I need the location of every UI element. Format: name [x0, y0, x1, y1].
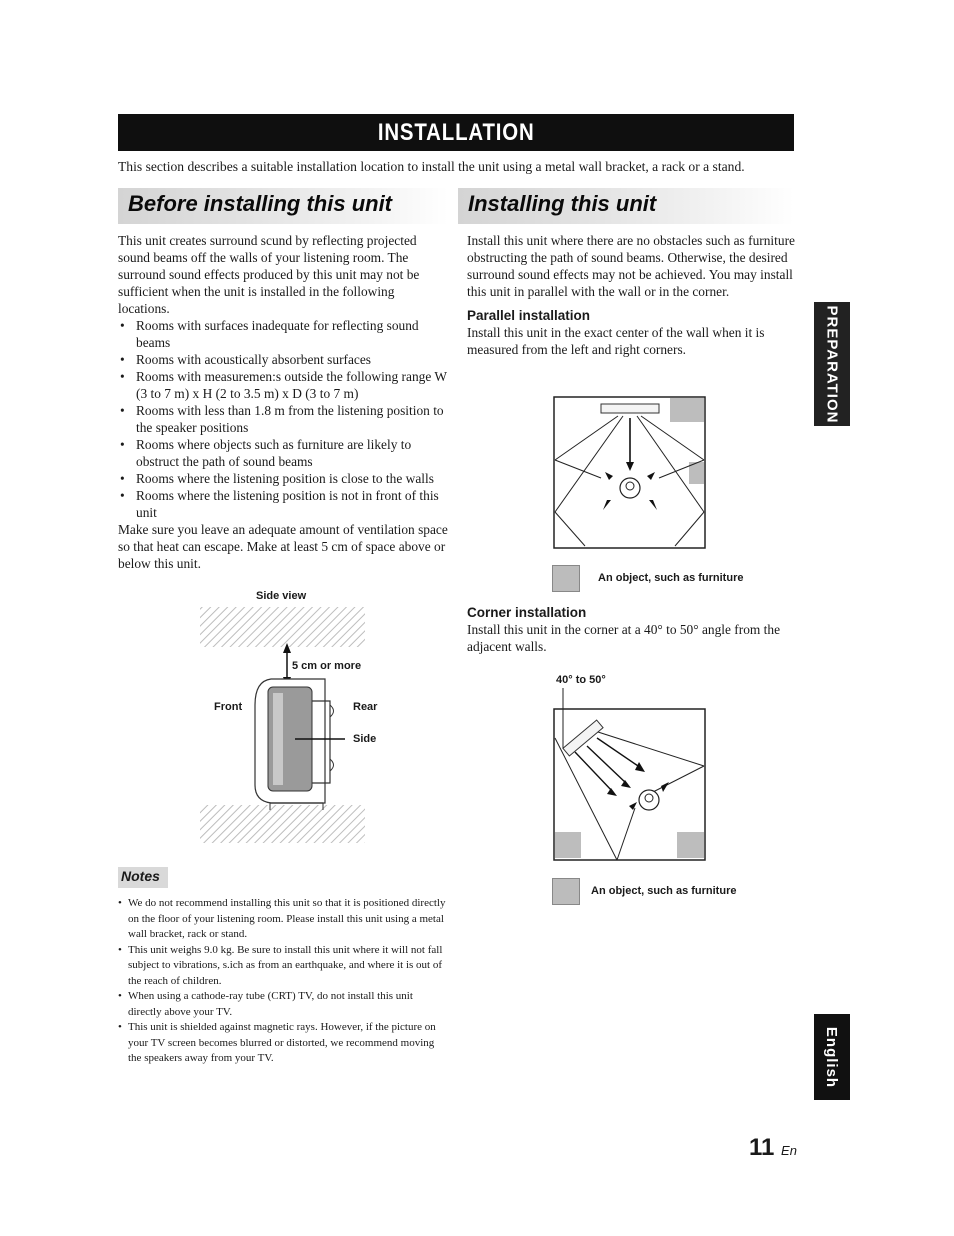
- list-item: • Rooms where objects such as furniture are likely to obstruct the path of sound beams: [118, 436, 448, 470]
- floor-shelf: [200, 805, 365, 843]
- page-language: En: [781, 1143, 797, 1158]
- side-view-title: Side view: [256, 590, 307, 602]
- unit-icon: [601, 404, 659, 413]
- ceiling-shelf: [200, 607, 365, 647]
- angle-label: 40° to 50°: [556, 674, 606, 686]
- list-item: • Rooms with measuremen:s outside the following range W (3 to 7 m) x H (2 to 3.5 m) x D (3 to 7 m): [118, 368, 448, 402]
- furniture-object: [555, 832, 581, 858]
- list-item: • Rooms with acoustically absorbent surfaces: [118, 351, 448, 368]
- installing-title: Installing this unit: [468, 191, 657, 216]
- furniture-object: [677, 832, 704, 858]
- english-tab: English: [814, 1014, 850, 1100]
- ventilation-paragraph: Make sure you leave an adequate amount of ventilation space so that heat can escape. Make at least 5 cm of space above or below this unit.: [118, 522, 448, 571]
- furniture-object: [670, 398, 704, 422]
- unsuitable-locations-list: [118, 317, 448, 521]
- before-installing-body: [118, 232, 448, 572]
- list-item: • When using a cathode-ray tube (CRT) TV, do not install this unit directly above your TV.: [118, 989, 448, 1020]
- list-item: • Rooms where the listening position is close to the walls: [118, 470, 448, 487]
- parallel-installation-diagram: [553, 396, 707, 550]
- list-item: • This unit weighs 9.0 kg. Be sure to install this unit where it will not fall subject to vibrations, s.ich as from an earthquake, and where it is out of the reach of children.: [118, 943, 448, 990]
- parallel-installation-heading: Parallel installation: [467, 308, 591, 323]
- list-item: • This unit is shielded against magnetic rays. However, if the picture on your TV screen becomes blurred or distorted, we recommend moving the speakers away from your TV.: [118, 1020, 448, 1067]
- clearance-label: 5 cm or more: [292, 660, 362, 672]
- furniture-legend-swatch: [552, 878, 580, 905]
- list-item: • We do not recommend installing this unit so that it is positioned directly on the floor of your listening room. Please install this unit using a metal wall bracket, rack or stand.: [118, 896, 448, 943]
- corner-installation-text: Install this unit in the corner at a 40° to 50° angle from the adjacent walls.: [467, 622, 781, 654]
- preparation-tab: PREPARATION: [814, 302, 850, 426]
- section-banner: INSTALLATION: [118, 114, 794, 151]
- installing-paragraph: Install this unit where there are no obstacles such as furniture obstructing the path of sound beams. Otherwise, the desired surround sound effects may not be achieved. You may install this unit in parallel with the wall or in the corner.: [467, 233, 795, 299]
- furniture-legend-label: An object, such as furniture: [591, 885, 737, 897]
- corner-installation-section: [467, 604, 797, 655]
- rear-label: Rear: [353, 701, 378, 713]
- parallel-installation-text: Install this unit in the exact center of the wall when it is measured from the left and right corners.: [467, 325, 765, 357]
- intro-text: This section describes a suitable installation location to install the unit using a metal wall bracket, a rack or a stand.: [118, 159, 745, 174]
- furniture-legend-label: An object, such as furniture: [598, 572, 744, 584]
- list-item: • Rooms where the listening position is not in front of this unit: [118, 487, 448, 521]
- notes-body: [118, 896, 448, 1067]
- notes-list: [118, 896, 448, 1067]
- installing-body: [467, 232, 797, 358]
- furniture-legend-swatch: [552, 565, 580, 592]
- side-view-diagram: [195, 605, 378, 845]
- corner-installation-heading: Corner installation: [467, 605, 587, 620]
- notes-heading: Notes: [118, 867, 168, 888]
- listener-icon: [620, 478, 640, 498]
- before-installing-paragraph: This unit creates surround scund by reflecting projected sound beams off the walls of your listening room. The surround sound effects produced by this unit may not be sufficient when the unit is installed in the following locations.: [118, 233, 420, 316]
- side-label: Side: [353, 733, 377, 745]
- front-label: Front: [214, 701, 243, 713]
- list-item: • Rooms with less than 1.8 m from the listening position to the speaker positions: [118, 402, 448, 436]
- page-number: 11 En: [749, 1134, 797, 1161]
- list-item: • Rooms with surfaces inadequate for reflecting sound beams: [118, 317, 448, 351]
- before-installing-title: Before installing this unit: [128, 191, 393, 216]
- corner-installation-diagram: [553, 688, 707, 862]
- installing-heading: [458, 188, 794, 224]
- listener-icon: [639, 790, 659, 810]
- before-installing-heading: [118, 188, 448, 224]
